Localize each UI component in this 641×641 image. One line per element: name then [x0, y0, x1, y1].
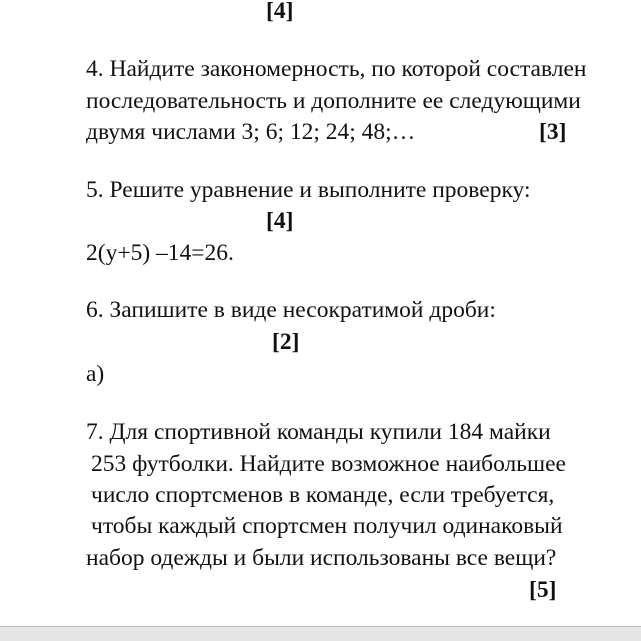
task-5-line-1: 5. Решите уравнение и выполните проверку: [86, 177, 531, 203]
task-5-equation: 2(y+5) –14=26. [86, 240, 234, 266]
top-score: [4] [266, 0, 294, 24]
task-7-line-3: число спортсменов в команде, если требуется, [91, 482, 555, 508]
task-5-score: [4] [266, 208, 294, 234]
task-7-line-1: 7. Для спортивной команды купили 184 майки [86, 419, 551, 445]
task-7-line-4: чтобы каждый спортсмен получил одинаковый [91, 513, 563, 539]
task-4-line-3: двумя числами 3; 6; 12; 24; 48;… [86, 119, 416, 145]
task-6-item-a: а) [86, 361, 105, 387]
task-4-score: [3] [539, 119, 567, 145]
task-6-line-1: 6. Запишите в виде несократимой дроби: [86, 297, 496, 323]
task-6-score: [2] [272, 329, 300, 355]
task-7-score: [5] [529, 577, 557, 603]
task-7-line-5: набор одежды и были использованы все вещи? [86, 545, 557, 571]
task-4-line-1: 4. Найдите закономерность, по которой составлен [86, 56, 587, 82]
bottom-border [0, 626, 641, 641]
task-4-line-2: последовательность и дополните ее следующими [86, 88, 581, 114]
task-7-line-2: 253 футболки. Найдите возможное наибольшее [91, 451, 566, 477]
